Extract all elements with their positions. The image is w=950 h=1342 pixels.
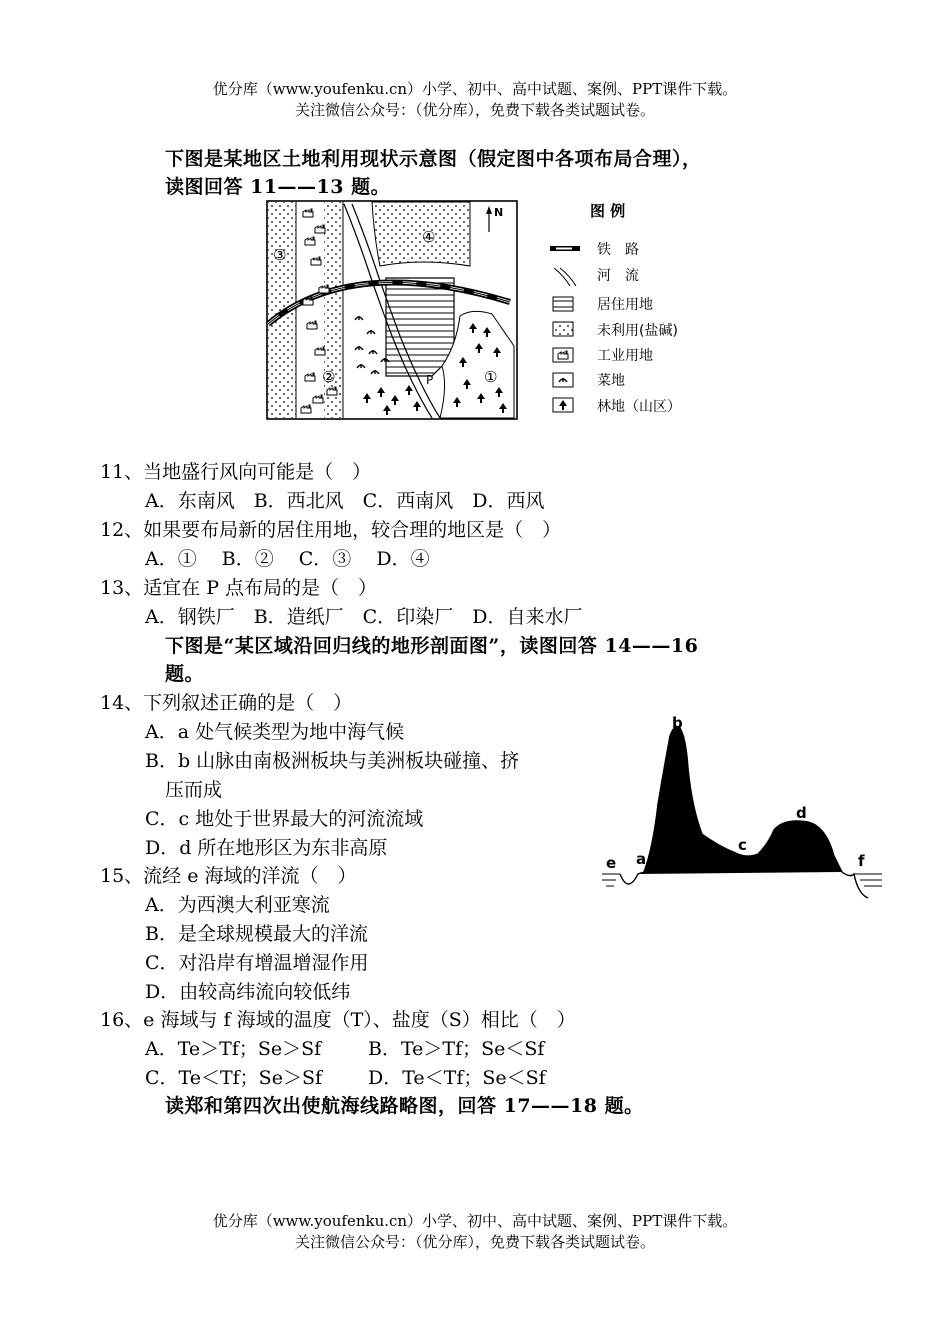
tick-70: 70° (650, 877, 674, 892)
land-use-map (262, 196, 722, 426)
profile-label-e: e (606, 854, 617, 872)
area-4-unused (372, 202, 470, 266)
intro-1-line-2: 读图回答 11——13 题。 (165, 176, 391, 198)
q16-option-d: D．Te＜Tf；Se＜Sf (368, 1067, 546, 1089)
q14-option-a: A．a 处气候类型为地中海气候 (145, 721, 405, 743)
q11-stem: 11、当地盛行风向可能是（ ） (100, 461, 372, 483)
legend-vegetable: 菜地 (597, 373, 625, 389)
profile-label-b: b (672, 714, 683, 732)
legend-title: 图 例 (590, 202, 626, 220)
q16-option-b: B．Te＞Tf；Se＜Sf (368, 1038, 545, 1060)
q14-stem: 14、下列叙述正确的是（ ） (100, 692, 353, 714)
legend-industrial: 工业用地 (597, 348, 653, 364)
q16-option-c: C．Te＜Tf；Se＞Sf (145, 1067, 322, 1089)
intro-2-line-1: 下图是“某区域沿回归线的地形剖面图”，读图回答 14——16 (165, 635, 699, 657)
legend-forest: 林地（山区） (597, 399, 681, 415)
q15-option-b: B．是全球规模最大的洋流 (145, 923, 368, 945)
tick-60: 60° (722, 877, 746, 892)
header-line-1: 优分库（www.youfenku.cn）小学、初中、高中试题、案例、PPT课件下载。 (212, 80, 738, 98)
footer-line-1: 优分库（www.youfenku.cn）小学、初中、高中试题、案例、PPT课件下载。 (212, 1212, 738, 1230)
header-line-2: 关注微信公众号：（优分库），免费下载各类试题试卷。 (294, 101, 655, 119)
legend-railway: 铁 路 (597, 242, 639, 258)
profile-label-c: c (738, 836, 747, 854)
intro-1-line-1: 下图是某地区土地利用现状示意图（假定图中各项布局合理）， (165, 148, 702, 170)
legend-residential: 居住用地 (597, 297, 653, 313)
q14-option-b-cont: 压而成 (165, 779, 223, 801)
q15-option-c: C．对沿岸有增温增湿作用 (145, 952, 369, 974)
q12-options: A．① B．② C．③ D．④ (145, 548, 430, 570)
profile-label-d: d (796, 804, 807, 822)
q13-stem: 13、适宜在 P 点布局的是（ ） (100, 577, 378, 599)
area-label-1: ① (484, 368, 498, 386)
map-legend (550, 202, 681, 415)
legend-unused: 未利用(盐碱) (597, 323, 678, 339)
q15-stem: 15、流经 e 海域的洋流（ ） (100, 865, 357, 887)
terrain-profile (598, 708, 888, 908)
q15-option-d: D．由较高纬流向较低纬 (145, 981, 351, 1003)
north-label: N (494, 206, 504, 219)
q16-stem: 16、e 海域与 f 海域的温度（T）、盐度（S）相比（ ） (100, 1009, 576, 1031)
q16-option-a: A．Te＞Tf；Se＞Sf (145, 1038, 322, 1060)
q14-option-d: D．d 所在地形区为东非高原 (145, 837, 388, 859)
q14-option-b: B．b 山脉由南极洲板块与美洲板块碰撞、挤 (145, 750, 520, 772)
intro-3: 读郑和第四次出使航海线路略图，回答 17——18 题。 (165, 1095, 644, 1117)
intro-2-line-2: 题。 (165, 663, 205, 685)
q13-options: A．钢铁厂 B．造纸厂 C．印染厂 D．自来水厂 (145, 606, 583, 628)
area-label-2: ② (322, 368, 336, 386)
area-label-4: ④ (422, 228, 436, 246)
profile-label-a: a (636, 850, 647, 868)
q12-stem: 12、如果要布局新的居住用地，较合理的地区是（ ） (100, 519, 562, 541)
area-label-3: ③ (273, 246, 287, 264)
tick-50: 50° (788, 877, 812, 892)
q14-option-c: C．c 地处于世界最大的河流流域 (145, 808, 424, 830)
profile-label-f: f (858, 852, 865, 870)
q11-options: A．东南风 B．西北风 C．西南风 D．西风 (145, 490, 545, 512)
legend-river: 河 流 (597, 268, 639, 284)
q15-option-a: A．为西澳大利亚寒流 (145, 894, 330, 916)
footer-line-2: 关注微信公众号：（优分库），免费下载各类试题试卷。 (294, 1233, 655, 1251)
point-p-label: P (426, 373, 434, 387)
